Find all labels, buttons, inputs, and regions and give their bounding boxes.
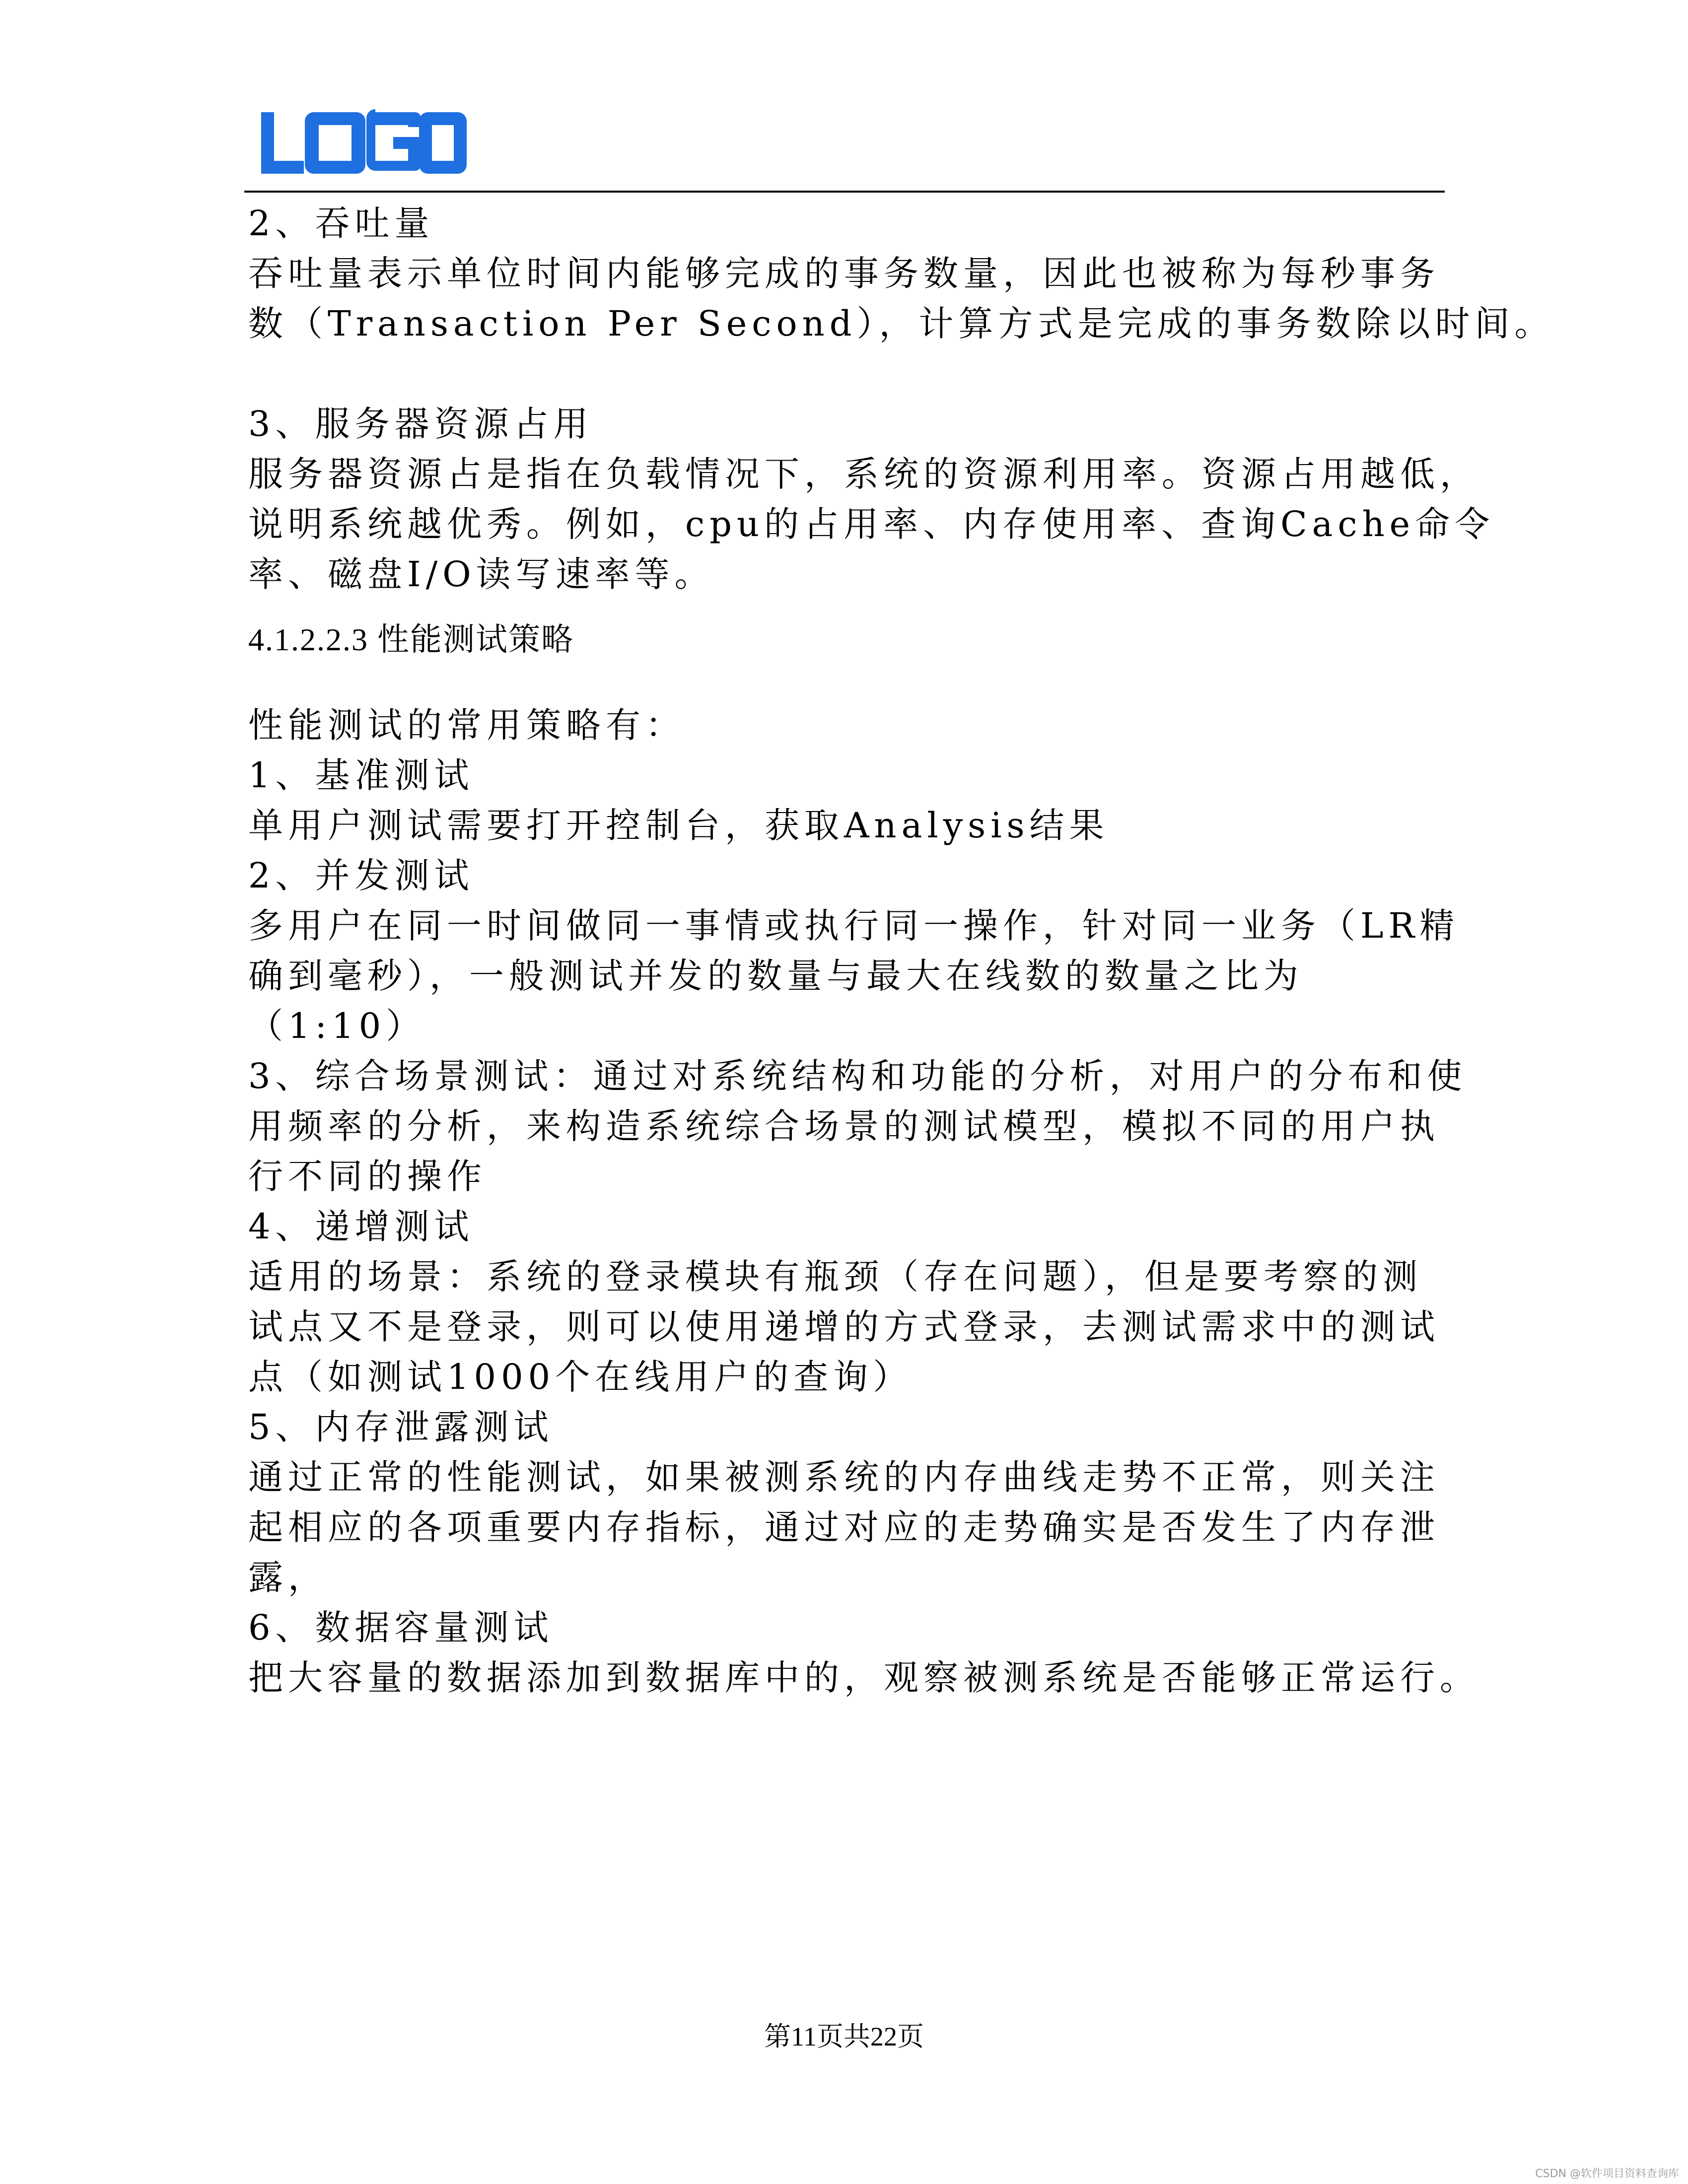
strategy-heading: 6、数据容量测试	[248, 1607, 554, 1648]
paragraph-line: 适用的场景：系统的登录模块有瓶颈（存在问题），但是要考察的测	[248, 1256, 1422, 1297]
strategy-heading: 4、递增测试	[248, 1206, 474, 1247]
page-number: 第11页共22页	[764, 2022, 924, 2051]
paragraph-line: 行不同的操作	[248, 1156, 487, 1197]
blank-line	[248, 349, 1460, 399]
paragraph-line: 露，	[248, 1557, 328, 1598]
paragraph-line: （1:10）	[248, 1006, 426, 1046]
section-title: 4.1.2.2.3 性能测试策略	[248, 622, 574, 657]
paragraph-line: 数（Transaction Per Second），计算方式是完成的事务数除以时间。	[248, 303, 1554, 344]
header-divider	[244, 191, 1445, 193]
paragraph-line: 点（如测试1000个在线用户的查询）	[248, 1357, 913, 1397]
paragraph-line: 率、磁盘I/O读写速率等。	[248, 554, 714, 595]
paragraph-line: 服务器资源占是指在负载情况下，系统的资源利用率。资源占用越低，	[248, 454, 1479, 494]
strategy-heading: 2、并发测试	[248, 855, 474, 896]
paragraph-line: 起相应的各项重要内存指标，通过对应的走势确实是否发生了内存泄	[248, 1507, 1440, 1548]
paragraph-line: 试点又不是登录，则可以使用递增的方式登录，去测试需求中的测试	[248, 1306, 1440, 1347]
strategy-heading: 3、综合场景测试：通过对系统结构和功能的分析，对用户的分布和使	[248, 1056, 1467, 1096]
paragraph-line: 确到毫秒），一般测试并发的数量与最大在线数的数量之比为	[248, 956, 1303, 996]
strategy-heading: 5、内存泄露测试	[248, 1407, 554, 1447]
paragraph-line: 把大容量的数据添加到数据库中的，观察被测系统是否能够正常运行。	[248, 1657, 1479, 1698]
paragraph-line: 通过正常的性能测试，如果被测系统的内存曲线走势不正常，则关注	[248, 1457, 1440, 1498]
watermark: CSDN @软件项目资料查询库	[1535, 2168, 1679, 2180]
strategy-intro: 性能测试的常用策略有：	[248, 705, 685, 746]
paragraph-line: 单用户测试需要打开控制台，获取Analysis结果	[248, 805, 1109, 846]
logo	[258, 104, 467, 179]
document-body	[248, 199, 1554, 1703]
strategy-heading: 1、基准测试	[248, 755, 474, 796]
section-heading-throughput: 2、吞吐量	[248, 203, 434, 244]
paragraph-line: 吞吐量表示单位时间内能够完成的事务数量，因此也被称为每秒事务	[248, 253, 1440, 294]
paragraph-line: 多用户在同一时间做同一事情或执行同一操作，针对同一业务（LR精	[248, 905, 1460, 946]
section-heading-server-resources: 3、服务器资源占用	[248, 404, 593, 444]
paragraph-line: 用频率的分析，来构造系统综合场景的测试模型，模拟不同的用户执	[248, 1106, 1440, 1147]
paragraph-line: 说明系统越优秀。例如，cpu的占用率、内存使用率、查询Cache命令	[248, 504, 1495, 545]
